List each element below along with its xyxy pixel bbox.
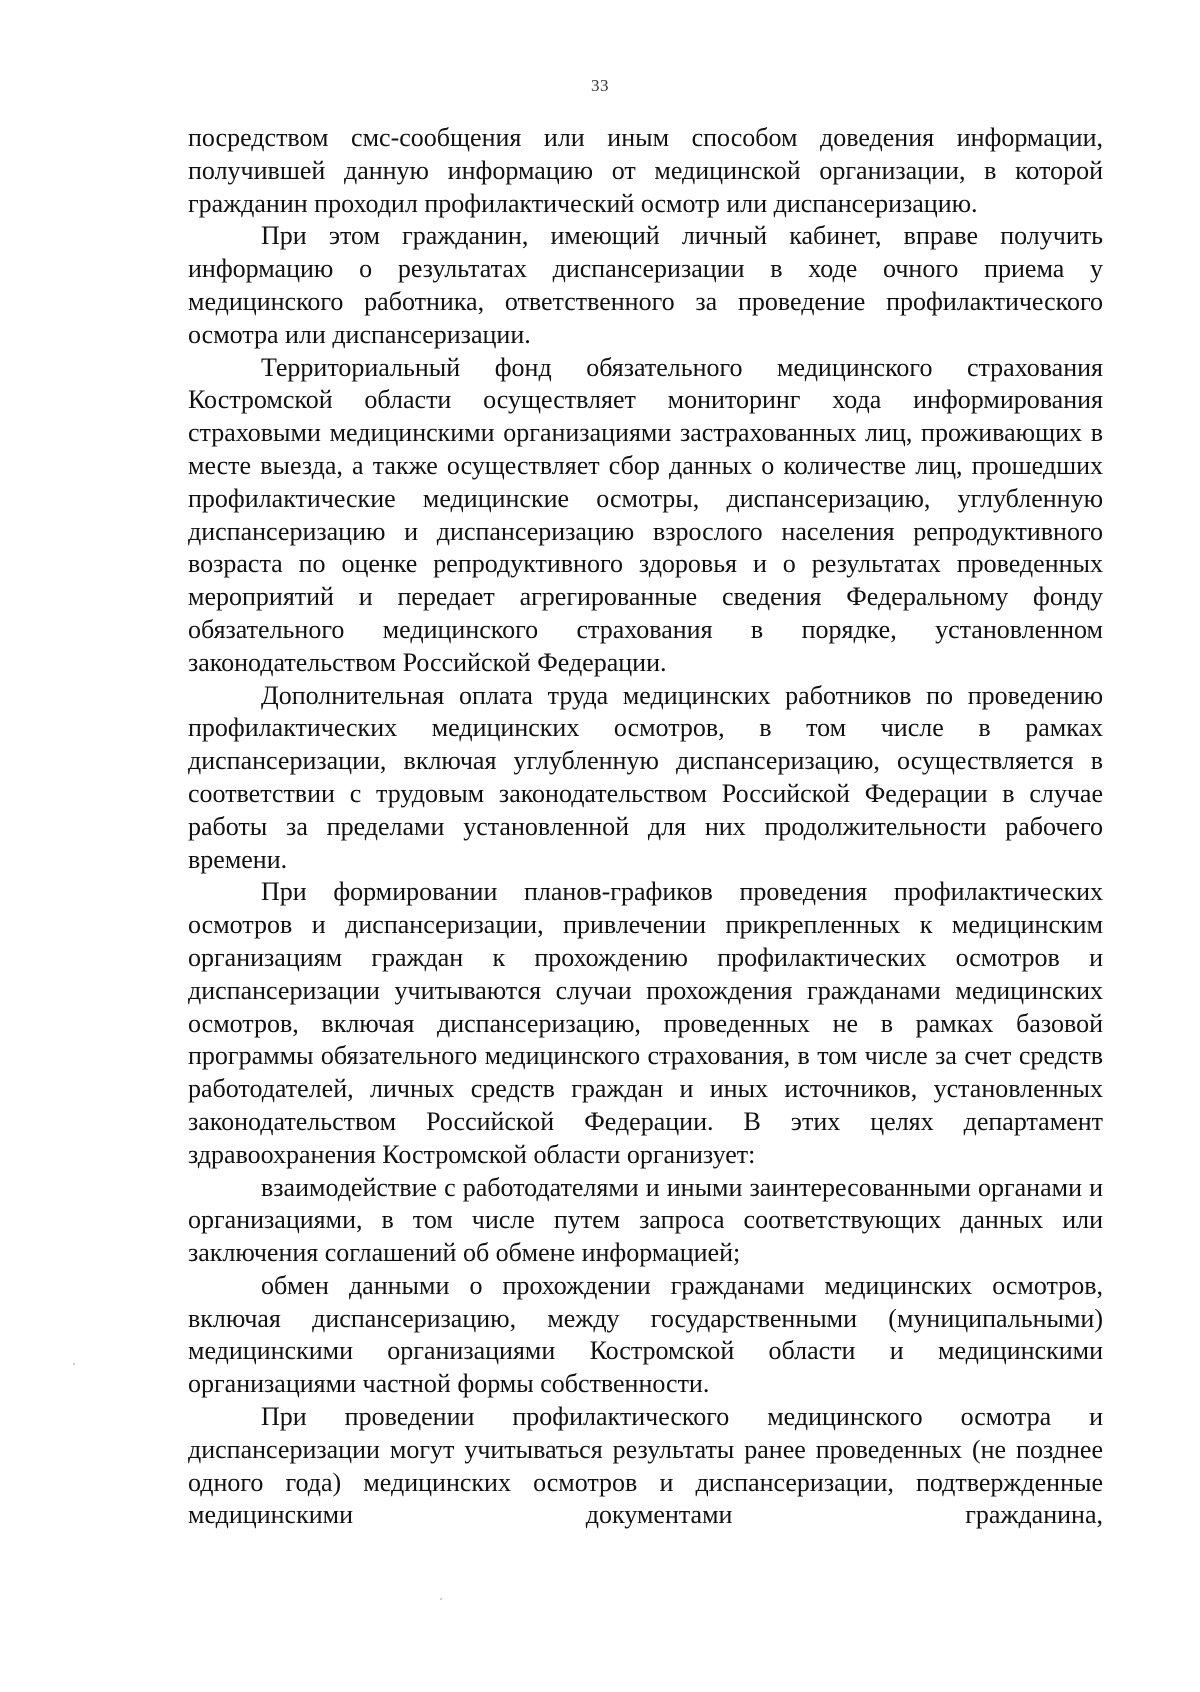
paragraph-territorial-fund: Территориальный фонд обязательного медицинского страхования Костромской области осуществляет мониторинг хода информирования страховыми медицинскими организациями застрахованных лиц, проживающих в месте выезда, а также осуществляет сбор данных о количестве лиц, прошедших профилактические медицинские осмотры, диспансеризацию, углубленную диспансеризацию и диспансеризацию взрослого населения репродуктивного возраста по оценке репродуктивного здоровья и о результатах проведенных мероприятий и передает агрегированные сведения Федеральному фонду обязательного медицинского страхования в порядке, установленном законодательством Российской Федерации. xyxy=(188,352,1103,677)
page-number: 33 xyxy=(591,76,609,95)
paragraph-previous-results: При проведении профилактического медицинского осмотра и диспансеризации могут учитываться результаты ранее проведенных (не позднее одного года) медицинских осмотров и диспансеризации, подтвержденные медицинскими документами гражданина, xyxy=(188,1402,1103,1530)
paragraph-continuation: посредством смс-сообщения или иным способом доведения информации, получившей данную информацию от медицинской организации, в которой гражданин проходил профилактический осмотр или диспансеризацию. xyxy=(188,123,1103,218)
scan-speck xyxy=(440,1598,442,1600)
paragraph-plan-schedules: При формировании планов-графиков проведения профилактических осмотров и диспансеризации, привлечении прикрепленных к медицинским организациям граждан к прохождению профилактических осмотров и диспансеризации учитываются случаи прохождения гражданами медицинских осмотров, включая диспансеризацию, проведенных не в рамках базовой программы обязательного медицинского страхования, в том числе за счет средств работодателей, личных средств граждан и иных источников, установленных законодательством Российской Федерации. В этих целях департамент здравоохранения Костромской области организует: xyxy=(188,877,1103,1169)
scan-speck xyxy=(73,1363,75,1365)
document-body xyxy=(188,122,1103,1532)
paragraph-data-exchange: обмен данными о прохождении гражданами медицинских осмотров, включая диспансеризацию, между государственными (муниципальными) медицинскими организациями Костромской области и медицинскими организациями частной формы собственности. xyxy=(188,1270,1103,1399)
paragraph-additional-pay: Дополнительная оплата труда медицинских работников по проведению профилактических медицинских осмотров, в том числе в рамках диспансеризации, включая углубленную диспансеризацию, осуществляется в соответствии с трудовым законодательством Российской Федерации в случае работы за пределами установленной для них продолжительности рабочего времени. xyxy=(188,680,1103,874)
paragraph-employer-interaction: взаимодействие с работодателями и иными заинтересованными органами и организациями, в том числе путем запроса соответствующих данных или заключения соглашений об обмене информацией; xyxy=(188,1172,1103,1268)
paragraph-personal-account: При этом гражданин, имеющий личный кабинет, вправе получить информацию о результатах диспансеризации в ходе очного приема у медицинского работника, ответственного за проведение профилактического осмотра или диспансеризации. xyxy=(188,221,1103,349)
